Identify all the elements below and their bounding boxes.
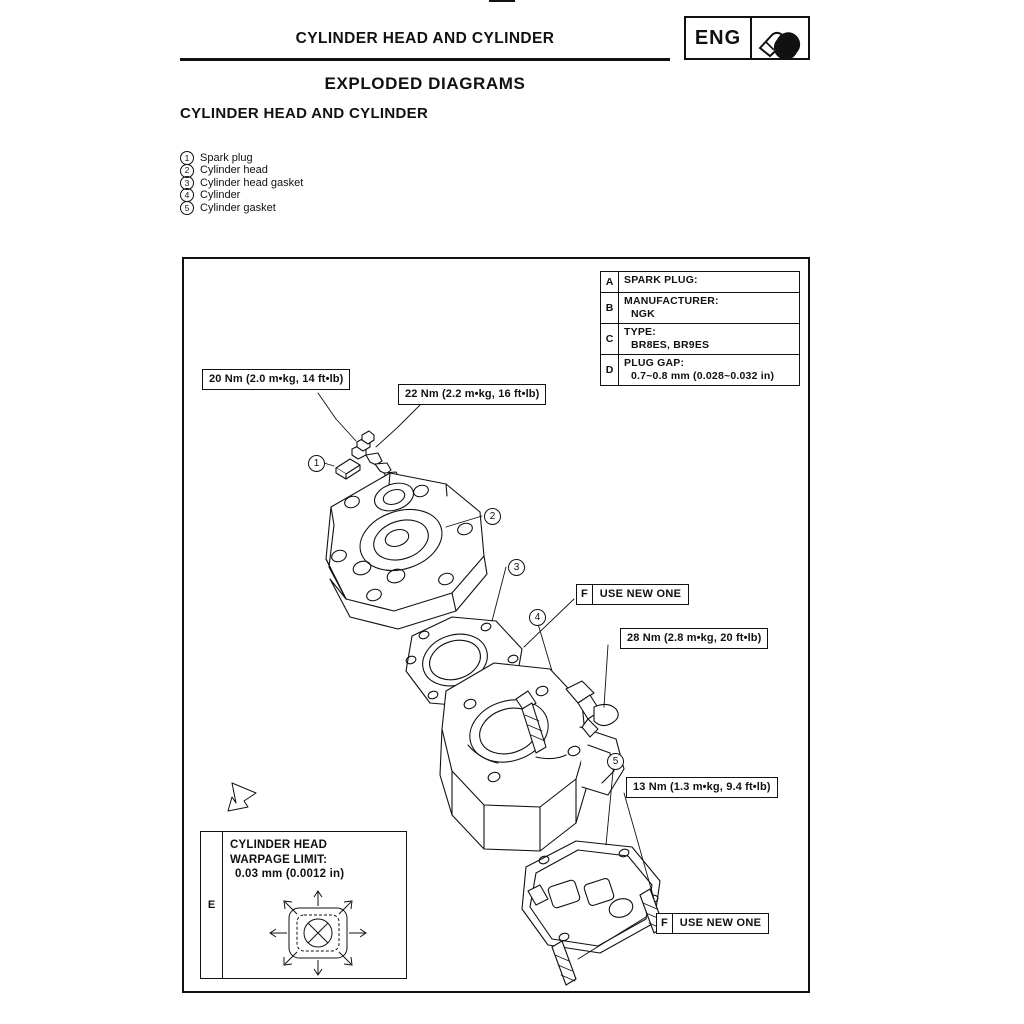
- list-item: [180, 164, 303, 176]
- section-subtitle: CYLINDER HEAD AND CYLINDER: [180, 105, 429, 122]
- warpage-body: [223, 832, 406, 978]
- row-value: [619, 293, 723, 323]
- callout-letter-f: F: [657, 914, 673, 933]
- row-value: [619, 324, 713, 354]
- piston-icon: [752, 18, 808, 58]
- callout-text: USE NEW ONE: [679, 917, 762, 929]
- table-row: [601, 272, 799, 293]
- callout-number: 5: [180, 201, 194, 215]
- list-item-label: Cylinder head gasket: [200, 176, 304, 189]
- section-title: EXPLODED DIAGRAMS: [324, 74, 526, 93]
- row-value-line2: BR8ES, BR9ES: [631, 338, 710, 351]
- callout-text: USE NEW ONE: [599, 588, 682, 600]
- torque-callout-22nm: 22 Nm (2.2 m•kg, 16 ft•lb): [398, 384, 546, 405]
- torque-callout-28nm: 28 Nm (2.8 m•kg, 20 ft•lb): [620, 628, 768, 649]
- row-value-line1: MANUFACTURER:: [624, 295, 719, 307]
- warpage-text: [230, 838, 344, 882]
- warpage-limit-box: [200, 831, 407, 979]
- warpage-line3: 0.03 mm (0.0012 in): [235, 868, 345, 880]
- row-key: B: [601, 293, 619, 323]
- callout-letter-f: F: [577, 585, 593, 604]
- diagram-callout-1: 1: [308, 455, 325, 472]
- eng-badge-label: ENG: [686, 18, 752, 58]
- row-key: C: [601, 324, 619, 354]
- list-item-label: Cylinder: [200, 189, 241, 202]
- list-item: [180, 202, 303, 214]
- spark-plug-spec-table: [600, 271, 800, 386]
- list-item: [180, 152, 303, 164]
- diagram-callout-4: 4: [529, 609, 546, 626]
- torque-callout-20nm: 20 Nm (2.0 m•kg, 14 ft•lb): [202, 369, 350, 390]
- diagram-callout-5: 5: [607, 753, 624, 770]
- table-row: [601, 324, 799, 355]
- header-rule: [180, 58, 670, 61]
- use-new-one-callout-lower: [656, 913, 769, 934]
- row-value-line2: NGK: [631, 307, 655, 320]
- callout-number: 1: [180, 151, 194, 165]
- diagram-callout-2: 2: [484, 508, 501, 525]
- callout-number: 2: [180, 164, 194, 178]
- row-value-line1: PLUG GAP:: [624, 357, 685, 369]
- warpage-line2: WARPAGE LIMIT:: [230, 853, 328, 866]
- row-key: D: [601, 355, 619, 385]
- warpage-line1: CYLINDER HEAD: [230, 839, 328, 851]
- parts-list: [180, 152, 303, 214]
- callout-number: 4: [180, 188, 194, 202]
- page-header: [0, 0, 1024, 64]
- row-value: [619, 355, 778, 385]
- list-item-label: Cylinder gasket: [200, 201, 276, 214]
- row-value-line1: TYPE:: [624, 326, 656, 338]
- list-item: [180, 189, 303, 201]
- row-value-line1: SPARK PLUG:: [624, 274, 698, 286]
- row-value-line2: 0.7~0.8 mm (0.028~0.032 in): [631, 369, 775, 382]
- warpage-measure-diagram: [227, 888, 411, 976]
- table-row: [601, 355, 799, 385]
- table-row: [601, 293, 799, 324]
- list-item-label: Cylinder head: [200, 164, 268, 177]
- row-value: [619, 272, 702, 292]
- eng-badge: [684, 16, 810, 60]
- list-item: [180, 177, 303, 189]
- exploded-diagram-figure: [182, 257, 810, 993]
- page-top-nub: [489, 0, 515, 2]
- row-key: A: [601, 272, 619, 292]
- warpage-letter-e: E: [201, 832, 223, 978]
- torque-callout-13nm: 13 Nm (1.3 m•kg, 9.4 ft•lb): [626, 777, 778, 798]
- list-item-label: Spark plug: [200, 152, 253, 164]
- page-title: CYLINDER HEAD AND CYLINDER: [295, 30, 555, 47]
- use-new-one-callout-upper: [576, 584, 689, 605]
- diagram-callout-3: 3: [508, 559, 525, 576]
- callout-number: 3: [180, 176, 194, 190]
